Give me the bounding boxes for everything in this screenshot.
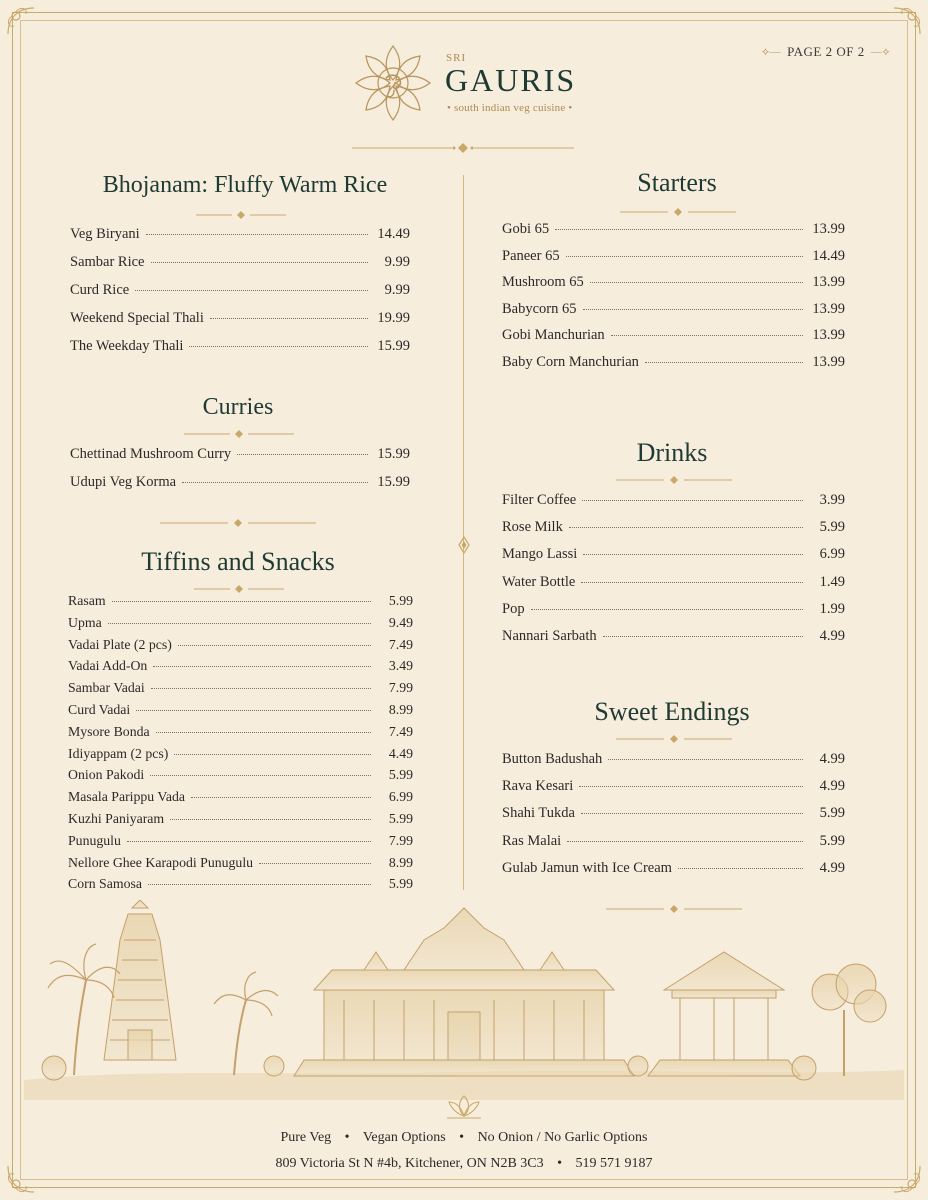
menu-item-name: Punugulu [68, 832, 121, 848]
menu-item-price: 1.99 [819, 600, 845, 617]
section-ornament-icon [616, 475, 732, 485]
dot-leader [237, 454, 368, 455]
menu-item [502, 274, 845, 291]
menu-item-price: 13.99 [812, 354, 845, 370]
menu-item-name: Sambar Vadai [68, 680, 145, 696]
menu-item [502, 778, 845, 795]
menu-item-price: 13.99 [812, 327, 845, 344]
menu-item-price: 5.99 [388, 767, 413, 783]
menu-item-name: Onion Pakodi [68, 767, 145, 783]
menu-item [502, 751, 845, 768]
ornament-dash-icon: —⟡ [870, 45, 890, 58]
menu-item [502, 805, 845, 822]
brand-sri: SRI [446, 52, 467, 64]
dot-leader [178, 645, 371, 646]
menu-item-name: Rasam [68, 593, 106, 608]
menu-item-name: Gobi Manchurian [502, 327, 605, 344]
menu-item-name: Kuzhi Paniyaram [68, 811, 165, 826]
menu-item [68, 746, 413, 762]
menu-item-price: 3.99 [819, 492, 845, 508]
menu-item-price: 4.49 [388, 745, 413, 761]
dot-leader [135, 290, 368, 291]
menu-item [70, 338, 410, 355]
menu-item-name: Vadai Add-On [68, 658, 148, 674]
dot-leader [153, 666, 371, 667]
menu-item [68, 833, 413, 849]
dot-leader [148, 884, 371, 885]
menu-item [68, 811, 413, 827]
menu-item-price: 4.99 [819, 628, 845, 644]
menu-item [68, 767, 413, 783]
dot-leader [678, 868, 803, 869]
menu-item [68, 680, 413, 696]
menu-item-price: 6.99 [388, 789, 413, 805]
menu-item-name: Udupi Veg Korma [70, 474, 177, 490]
header-divider [352, 143, 574, 153]
section-title-starters: Starters [637, 168, 717, 197]
dot-leader [108, 623, 371, 624]
section-title-tiffins: Tiffins and Snacks [141, 547, 335, 576]
menu-item-name: Shahi Tukda [502, 805, 575, 822]
footer-separator: • [344, 1130, 350, 1145]
menu-item-price: 7.99 [388, 680, 413, 696]
menu-item-name: Rava Kesari [502, 778, 574, 795]
menu-item-name: Gulab Jamun with Ice Cream [502, 859, 672, 876]
menu-item-price: 5.99 [819, 832, 845, 849]
menu-item [68, 637, 413, 653]
dot-leader [151, 688, 371, 689]
menu-item [502, 492, 845, 509]
dot-leader [611, 335, 803, 336]
dot-leader [579, 786, 803, 787]
menu-item-price: 6.99 [819, 546, 845, 563]
menu-item-price: 15.99 [377, 338, 410, 354]
menu-item-name: Mushroom 65 [502, 274, 584, 291]
menu-item-name: Nellore Ghee Karapodi Punugulu [68, 854, 254, 870]
menu-item-price: 5.99 [388, 593, 413, 608]
menu-item-name: Curd Vadai [68, 702, 131, 717]
menu-item [70, 446, 410, 463]
menu-item-name: Button Badushah [502, 751, 603, 767]
menu-item [502, 833, 845, 850]
menu-item-name: Baby Corn Manchurian [502, 354, 639, 370]
section-title-sweets: Sweet Endings [594, 697, 750, 726]
menu-item-price: 14.49 [377, 226, 410, 242]
menu-item [502, 860, 845, 877]
dot-leader [567, 841, 803, 842]
dot-leader [127, 841, 371, 842]
menu-item-name: Rose Milk [502, 519, 563, 536]
menu-item [70, 254, 410, 271]
dot-leader [189, 346, 368, 347]
dot-leader [603, 636, 803, 637]
menu-item-price: 5.99 [388, 811, 413, 826]
brand-tagline: • south indian veg cuisine • [447, 102, 573, 114]
dot-leader [156, 732, 371, 733]
dot-leader [136, 710, 371, 711]
temple-scenery-illustration [24, 900, 904, 1100]
menu-item [68, 593, 413, 609]
menu-item [70, 310, 410, 327]
dot-leader [569, 527, 803, 528]
ornament-dash-icon: ⟡— [761, 45, 782, 58]
menu-item-name: Filter Coffee [502, 492, 577, 508]
menu-item-price: 14.49 [812, 247, 845, 264]
dot-leader [170, 819, 371, 820]
menu-item-name: Veg Biryani [70, 226, 140, 242]
corner-ornament-icon [890, 4, 924, 38]
menu-item [502, 519, 845, 536]
menu-item-name: Water Bottle [502, 573, 576, 590]
menu-item-price: 15.99 [377, 474, 410, 490]
section-title-drinks: Drinks [636, 438, 708, 467]
menu-item-price: 15.99 [377, 446, 410, 462]
footer-separator: • [459, 1130, 465, 1145]
menu-item-price: 3.49 [388, 658, 413, 674]
menu-item-price: 1.49 [819, 573, 845, 590]
feature-no-onion-garlic: No Onion / No Garlic Options [477, 1130, 648, 1145]
menu-item-price: 7.49 [388, 636, 413, 652]
menu-item-price: 19.99 [377, 310, 410, 326]
menu-item [502, 574, 845, 591]
menu-item-price: 9.49 [388, 614, 413, 630]
lotus-icon [443, 1092, 485, 1122]
feature-vegan: Vegan Options [362, 1130, 446, 1145]
menu-item [502, 354, 845, 371]
menu-item-name: Vadai Plate (2 pcs) [68, 636, 172, 652]
menu-item-name: Corn Samosa [68, 876, 142, 892]
menu-item-name: Gobi 65 [502, 221, 550, 237]
menu-item-name: Idiyappam (2 pcs) [68, 745, 169, 761]
section-ornament-icon [160, 518, 316, 528]
menu-item [502, 327, 845, 344]
menu-item-name: Nannari Sarbath [502, 628, 597, 644]
menu-item-price: 8.99 [388, 702, 413, 717]
menu-item-price: 8.99 [388, 854, 413, 870]
menu-item [68, 789, 413, 805]
dot-leader [182, 482, 368, 483]
dot-leader [608, 759, 803, 760]
menu-item [68, 615, 413, 631]
footer-contact [0, 1156, 928, 1172]
brand-name: GAURIS [445, 62, 577, 98]
menu-item [502, 546, 845, 563]
menu-item [70, 282, 410, 299]
brand-logo [350, 40, 590, 130]
menu-item [502, 601, 845, 618]
menu-item-name: Upma [68, 614, 102, 630]
footer-features [0, 1130, 928, 1146]
menu-item-name: Mysore Bonda [68, 723, 150, 739]
menu-item-name: Sambar Rice [70, 254, 145, 270]
column-divider [463, 175, 464, 890]
menu-item-name: Paneer 65 [502, 247, 560, 264]
menu-item [502, 248, 845, 265]
menu-item-name: Curd Rice [70, 282, 130, 298]
dot-leader [582, 500, 803, 501]
dot-leader [555, 229, 803, 230]
dot-leader [583, 309, 804, 310]
dot-leader [645, 362, 803, 363]
dot-leader [150, 775, 371, 776]
dot-leader [583, 554, 803, 555]
page-indicator [762, 44, 890, 60]
dot-leader [146, 234, 368, 235]
menu-item [70, 474, 410, 491]
section-ornament-icon [184, 429, 294, 439]
dot-leader [112, 601, 371, 602]
menu-item [502, 221, 845, 238]
menu-item-price: 7.99 [388, 832, 413, 848]
dot-leader [174, 754, 371, 755]
menu-item [502, 628, 845, 645]
menu-item [70, 226, 410, 243]
menu-item-name: Mango Lassi [502, 546, 578, 563]
section-ornament-icon [620, 207, 736, 217]
menu-item-name: Ras Malai [502, 832, 562, 849]
menu-item [68, 724, 413, 740]
menu-item-price: 7.49 [388, 723, 413, 739]
menu-item-price: 5.99 [388, 876, 413, 892]
section-title-bhojanam: Bhojanam: Fluffy Warm Rice [102, 172, 388, 198]
menu-item-price: 9.99 [384, 282, 410, 298]
menu-item-price: 9.99 [384, 254, 410, 270]
menu-item-price: 5.99 [819, 519, 845, 536]
menu-item-name: Chettinad Mushroom Curry [70, 446, 232, 462]
menu-item-price: 4.99 [819, 751, 845, 767]
page-indicator-text: PAGE 2 OF 2 [787, 44, 865, 59]
menu-item-name: Pop [502, 600, 525, 617]
dot-leader [259, 863, 371, 864]
dot-leader [210, 318, 368, 319]
dot-leader [191, 797, 371, 798]
menu-item-price: 13.99 [812, 274, 845, 291]
lotus-ganesha-logo-icon [350, 40, 436, 126]
menu-item-price: 4.99 [819, 859, 845, 876]
footer-address: 809 Victoria St N #4b, Kitchener, ON N2B 3C3 [275, 1156, 544, 1171]
dot-leader [151, 262, 369, 263]
dot-leader [581, 813, 803, 814]
menu-item [502, 301, 845, 318]
menu-item-name: Masala Parippu Vada [68, 789, 185, 805]
menu-item [68, 876, 413, 892]
section-title-curries: Curries [202, 394, 274, 420]
feature-pure-veg: Pure Veg [280, 1130, 332, 1145]
section-ornament-icon [196, 210, 286, 220]
menu-item-name: Weekend Special Thali [70, 310, 204, 326]
footer-separator: • [557, 1156, 563, 1171]
footer-phone: 519 571 9187 [575, 1156, 653, 1171]
menu-item [68, 658, 413, 674]
dot-leader [581, 582, 803, 583]
divider-diamond-icon [455, 536, 473, 554]
dot-leader [531, 609, 803, 610]
corner-ornament-icon [4, 4, 38, 38]
dot-leader [590, 282, 803, 283]
section-ornament-icon [616, 734, 732, 744]
menu-item [68, 855, 413, 871]
menu-item-price: 5.99 [819, 805, 845, 822]
menu-item-price: 13.99 [812, 221, 845, 237]
menu-item-price: 13.99 [812, 300, 845, 317]
menu-item-name: Babycorn 65 [502, 300, 577, 317]
menu-item-name: The Weekday Thali [70, 338, 184, 354]
dot-leader [566, 256, 803, 257]
menu-item-price: 4.99 [819, 778, 845, 795]
menu-item [68, 702, 413, 718]
